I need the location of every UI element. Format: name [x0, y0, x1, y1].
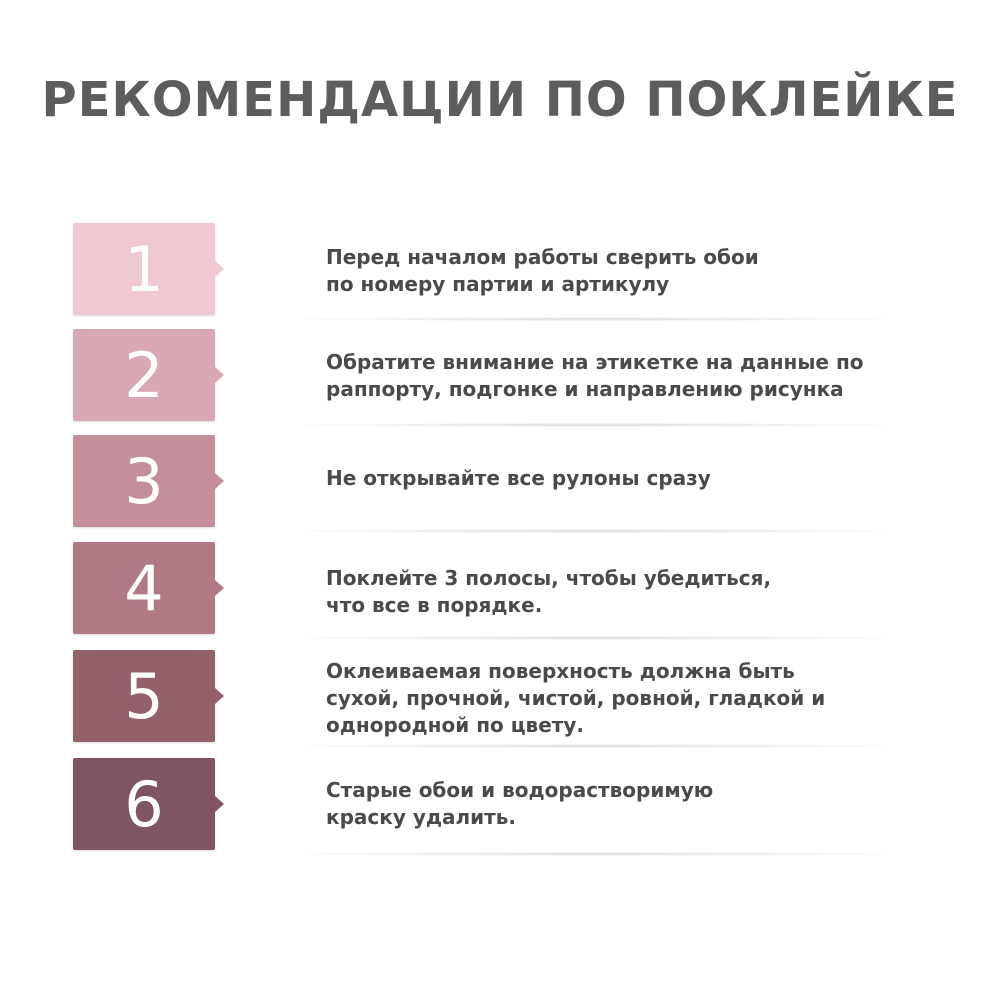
- step-divider: [290, 852, 900, 856]
- step-number-box: [73, 542, 215, 634]
- step-number-box: [73, 435, 215, 527]
- step-4: [0, 542, 1000, 634]
- step-divider: [290, 423, 900, 427]
- step-divider: [290, 636, 900, 640]
- step-divider: [290, 744, 900, 748]
- step-5: [0, 650, 1000, 742]
- page-title: РЕКОМЕНДАЦИИ ПО ПОКЛЕЙКЕ: [41, 72, 959, 128]
- step-number-box: [73, 758, 215, 850]
- step-divider: [290, 529, 900, 533]
- step-divider: [290, 317, 900, 321]
- step-1: [0, 223, 1000, 315]
- step-text: Не открывайте все рулоны сразу: [326, 466, 711, 490]
- step-number: 5: [124, 659, 164, 733]
- step-text: Обратите внимание на этикетке на данные по раппорту, подгонке и направлению рисунка: [326, 350, 864, 401]
- step-6: [0, 758, 1000, 850]
- step-number-box: [73, 650, 215, 742]
- step-number-box: [73, 329, 215, 421]
- step-number-box: [73, 223, 215, 315]
- step-text: Поклейте 3 полосы, чтобы убедиться, что все в порядке.: [326, 566, 772, 617]
- step-number: 1: [124, 232, 164, 306]
- step-number: 6: [124, 767, 164, 841]
- step-2: [0, 329, 1000, 421]
- step-3: [0, 435, 1000, 527]
- step-text: Оклеиваемая поверхность должна быть сухой, прочной, чистой, ровной, гладкой и однородной по цвету.: [326, 659, 826, 737]
- step-text: Перед началом работы сверить обои по номеру партии и артикулу: [326, 245, 759, 296]
- step-number: 4: [124, 551, 164, 625]
- step-text: Старые обои и водорастворимую краску удалить.: [326, 778, 714, 829]
- step-number: 3: [124, 444, 164, 518]
- step-number: 2: [124, 338, 164, 412]
